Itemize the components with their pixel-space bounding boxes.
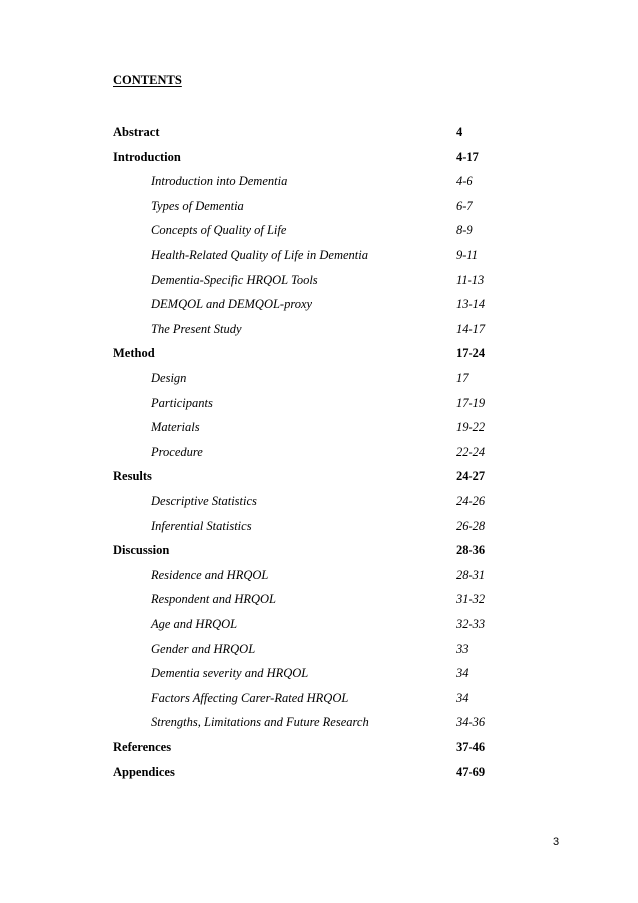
toc-entry-title: Descriptive Statistics (151, 494, 257, 508)
toc-entry-title: Concepts of Quality of Life (151, 223, 287, 238)
toc-entry-title: Design (151, 371, 187, 385)
page-number: 3 (553, 836, 560, 848)
toc-entry-pages: 32-33 (456, 617, 486, 631)
toc-entry-pages: 22-24 (456, 444, 486, 459)
toc-entry-title: References (113, 740, 172, 754)
toc-entry-title: Strengths, Limitations and Future Research (151, 715, 369, 730)
toc-entry-title: Age and HRQOL (151, 617, 238, 631)
toc-entry-title: Procedure (151, 444, 203, 459)
toc-entry-pages: 11-13 (456, 272, 485, 287)
toc-subsection-entry (0, 519, 638, 537)
toc-subsection-entry (0, 248, 638, 266)
toc-subsection-entry (0, 568, 638, 586)
toc-entry-pages: 13-14 (456, 297, 486, 312)
toc-entry-title: Materials (151, 420, 200, 435)
toc-entry-pages: 28-36 (456, 543, 486, 558)
toc-subsection-entry (0, 322, 638, 340)
toc-entry-pages: 17-24 (456, 346, 486, 361)
toc-entry-pages: 34 (456, 666, 469, 681)
toc-section-entry (0, 740, 638, 758)
toc-subsection-entry (0, 617, 638, 635)
toc-entry-pages: 24-26 (456, 494, 486, 508)
toc-section-entry (0, 765, 638, 783)
toc-section-entry (0, 543, 638, 561)
toc-entry-pages: 4-17 (456, 149, 479, 164)
toc-entry-title: Participants (151, 395, 213, 410)
toc-entry-pages: 4-6 (456, 174, 473, 189)
toc-entry-pages: 31-32 (456, 592, 486, 607)
toc-entry-pages: 19-22 (456, 420, 486, 435)
toc-subsection-entry (0, 273, 638, 291)
toc-subsection-entry (0, 420, 638, 438)
toc-entry-title: Appendices (113, 764, 175, 779)
toc-entry-title: DEMQOL and DEMQOL-proxy (151, 297, 313, 312)
toc-entry-pages: 17-19 (456, 395, 486, 410)
toc-entry-pages: 34-36 (456, 715, 486, 730)
toc-entry-title: Method (113, 346, 155, 361)
toc-section-entry (0, 150, 638, 168)
toc-entry-title: Introduction (113, 149, 181, 164)
toc-entry-pages: 28-31 (456, 567, 486, 582)
toc-entry-pages: 4 (456, 125, 463, 139)
toc-entry-title: Respondent and HRQOL (151, 592, 276, 607)
toc-entry-title: Abstract (113, 125, 160, 139)
toc-entry-title: Results (113, 469, 152, 484)
toc-subsection-entry (0, 715, 638, 733)
toc-subsection-entry (0, 199, 638, 217)
toc-entry-title: Discussion (113, 543, 170, 558)
toc-entry-title: Residence and HRQOL (151, 567, 269, 582)
toc-section-entry (0, 346, 638, 364)
toc-entry-title: Introduction into Dementia (151, 174, 288, 189)
toc-entry-pages: 33 (456, 641, 469, 656)
toc-entry-pages: 37-46 (456, 740, 486, 754)
toc-subsection-entry (0, 371, 638, 389)
toc-entry-pages: 34 (456, 690, 469, 705)
toc-entry-pages: 17 (456, 371, 469, 385)
toc-subsection-entry (0, 494, 638, 512)
toc-subsection-entry (0, 174, 638, 192)
toc-subsection-entry (0, 223, 638, 241)
toc-entry-title: Health-Related Quality of Life in Dementia (151, 248, 368, 262)
toc-entry-pages: 24-27 (456, 469, 486, 484)
toc-entry-pages: 14-17 (456, 321, 486, 336)
toc-entry-title: Factors Affecting Carer-Rated HRQOL (151, 690, 349, 705)
toc-subsection-entry (0, 691, 638, 709)
toc-entry-pages: 9-11 (456, 248, 478, 262)
toc-entry-title: Dementia severity and HRQOL (151, 666, 309, 681)
toc-entry-title: The Present Study (151, 321, 242, 336)
toc-entry-pages: 6-7 (456, 198, 473, 213)
toc-section-entry (0, 469, 638, 487)
toc-section-entry (0, 125, 638, 143)
toc-subsection-entry (0, 445, 638, 463)
toc-entry-pages: 26-28 (456, 518, 486, 533)
toc-subsection-entry (0, 666, 638, 684)
contents-heading: CONTENTS (113, 73, 182, 87)
toc-entry-pages: 8-9 (456, 223, 473, 238)
toc-entry-title: Dementia-Specific HRQOL Tools (151, 272, 318, 287)
toc-entry-title: Gender and HRQOL (151, 641, 256, 656)
toc-subsection-entry (0, 297, 638, 315)
toc-subsection-entry (0, 642, 638, 660)
toc-entry-pages: 47-69 (456, 764, 486, 779)
toc-entry-title: Types of Dementia (151, 198, 244, 213)
toc-subsection-entry (0, 396, 638, 414)
toc-entry-title: Inferential Statistics (151, 518, 252, 533)
toc-subsection-entry (0, 592, 638, 610)
